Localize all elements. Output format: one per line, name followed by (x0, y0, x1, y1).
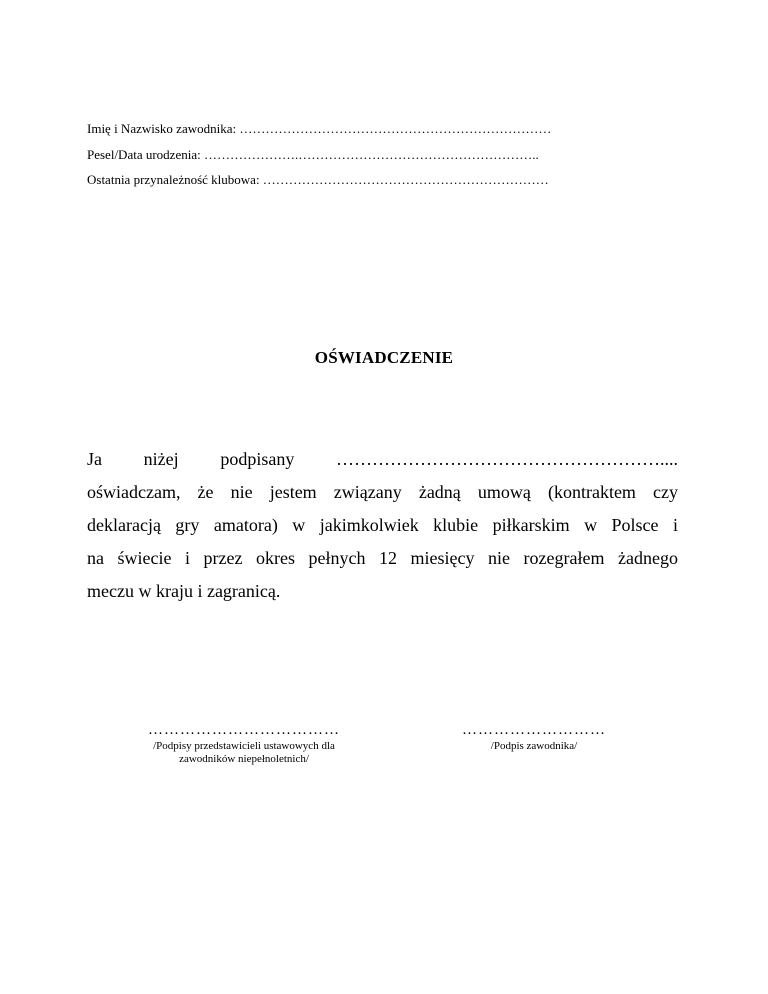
player-signature-caption: /Podpis zawodnika/ (490, 740, 578, 752)
declaration-line-5: meczu w kraju i zagranicą. (87, 581, 281, 601)
declaration-line-3: deklaracją gry amatora) w jakimkolwiek klubie piłkarskim w Polsce i (87, 515, 678, 535)
declaration-line-1: Ja niżej podpisany ……………………………………………….... (87, 449, 678, 469)
document-title: OŚWIADCZENIE (314, 348, 454, 367)
guardians-signature-line: ……………………………… (148, 722, 340, 738)
player-signature-block (434, 722, 634, 753)
declaration-line-2: oświadczam, że nie jestem związany żadną umową (kontraktem czy (87, 482, 678, 502)
declaration-line-4: na świecie i przez okres pełnych 12 miesięcy nie rozegrałem żadnego (87, 548, 678, 568)
pesel-birthdate-field: Pesel/Data urodzenia: ………………….……………………………………………….. (87, 147, 539, 162)
declaration-text (87, 443, 678, 608)
player-name-field: Imię i Nazwisko zawodnika: ……………………………………………………………… (87, 121, 552, 136)
guardians-signature-block (116, 722, 372, 766)
guardians-signature-caption-1: /Podpisy przedstawicieli ustawowych dla (153, 740, 335, 752)
player-signature-line: ……………………… (462, 722, 606, 738)
last-club-field: Ostatnia przynależność klubowa: ………………………………………………………… (87, 172, 549, 187)
guardians-signature-caption-2: zawodników niepełnoletnich/ (179, 753, 309, 765)
